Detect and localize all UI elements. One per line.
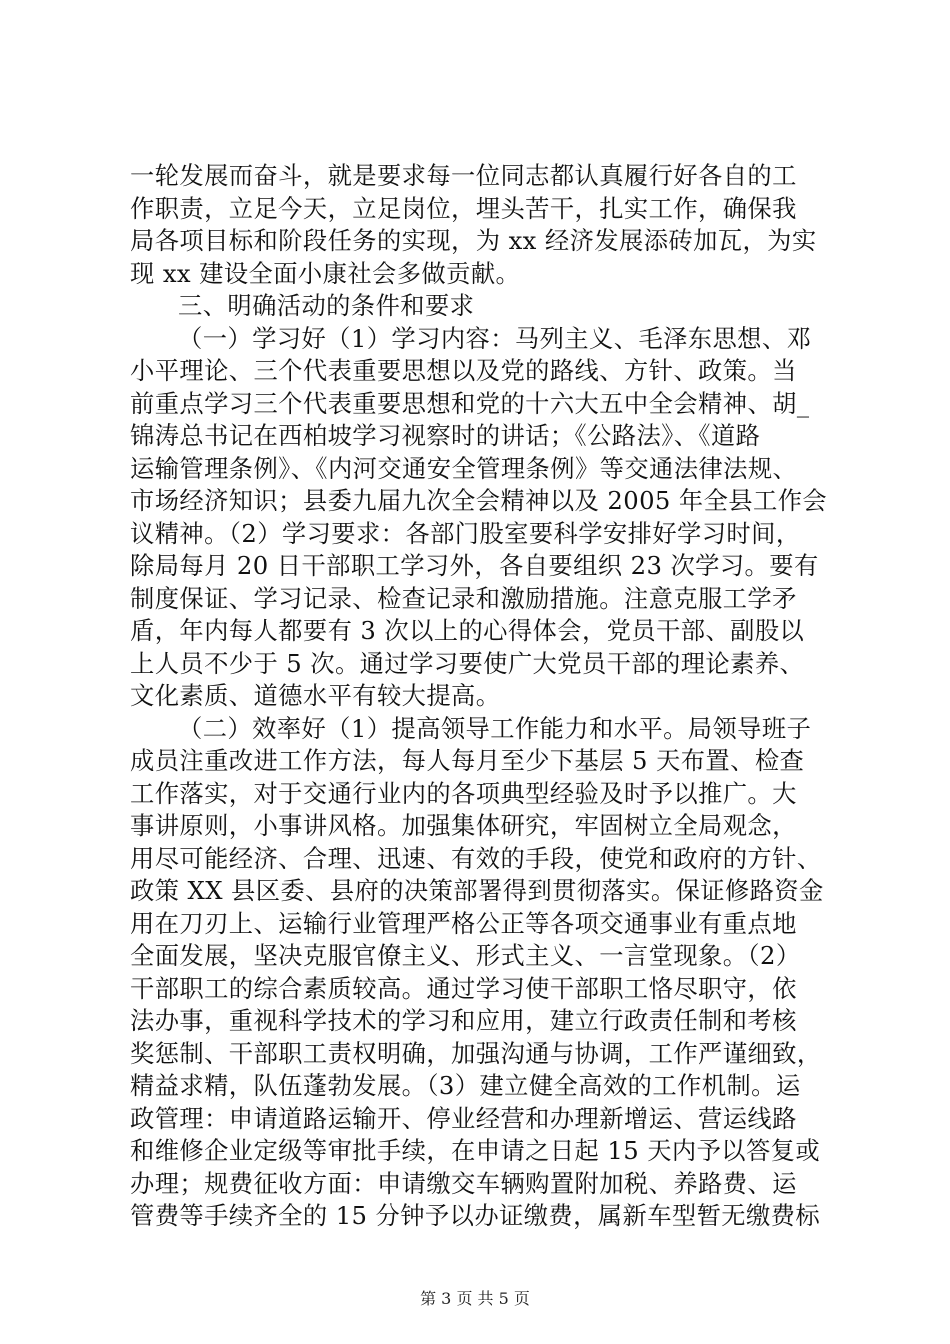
paragraph-start: （一）学习好（1）学习内容：马列主义、毛泽东思想、邓	[178, 323, 812, 353]
text-line: 局各项目标和阶段任务的实现，为 xx 经济发展添砖加瓦，为实	[130, 226, 817, 255]
text-line: 事讲原则，小事讲风格。加强集体研究，牢固树立全局观念，	[130, 811, 797, 840]
text-line: 文化素质、道德水平有较大提高。	[130, 681, 501, 710]
text-line: 制度保证、学习记录、检查记录和激励措施。注意克服工学矛	[130, 583, 797, 613]
text-line: 市场经济知识；县委九届九次全会精神以及 2005 年全县工作会	[130, 486, 828, 515]
text-line: 办理；规费征收方面：申请缴交车辆购置附加税、养路费、运	[130, 1168, 797, 1198]
text-line: 运输管理条例》、《内河交通安全管理条例》等交通法律法规、	[130, 453, 798, 483]
text-line: 干部职工的综合素质较高。通过学习使干部职工恪尽职守，依	[130, 973, 797, 1003]
section-heading: 三、明确活动的条件和要求	[178, 291, 475, 320]
page-number-footer: 第 3 页 共 5 页	[420, 1289, 530, 1308]
text-line: 成员注重改进工作方法，每人每月至少下基层 5 天布置、检查	[130, 746, 805, 775]
text-line: 上人员不少于 5 次。通过学习要使广大党员干部的理论素养、	[130, 648, 805, 678]
text-line: 前重点学习三个代表重要思想和党的十六大五中全会精神、胡_	[130, 388, 810, 418]
text-line: 政策 XX 县区委、县府的决策部署得到贯彻落实。保证修路资金	[130, 876, 824, 905]
text-line: 锦涛总书记在西柏坡学习视察时的讲话；《公路法》、《道路	[130, 421, 761, 450]
text-line: 盾，年内每人都要有 3 次以上的心得体会，党员干部、副股以	[130, 616, 805, 645]
text-line: 精益求精，队伍蓬勃发展。（3）建立健全高效的工作机制。运	[130, 1071, 801, 1100]
text-line: 议精神。（2）学习要求：各部门股室要科学安排好学习时间，	[130, 518, 801, 548]
text-line: 小平理论、三个代表重要思想以及党的路线、方针、政策。当	[130, 356, 797, 385]
text-line: 作职责，立足今天，立足岗位，埋头苦干，扎实工作，确保我	[130, 193, 797, 223]
text-line: 一轮发展而奋斗，就是要求每一位同志都认真履行好各自的工	[130, 161, 797, 190]
text-line: 工作落实，对于交通行业内的各项典型经验及时予以推广。大	[130, 778, 797, 808]
paragraph-start: （二）效率好（1）提高领导工作能力和水平。局领导班子	[178, 713, 812, 743]
text-line: 现 xx 建设全面小康社会多做贡献。	[130, 258, 521, 288]
document-body	[130, 160, 830, 1233]
text-line: 和维修企业定级等审批手续，在申请之日起 15 天内予以答复或	[130, 1136, 821, 1165]
text-line: 奖惩制、干部职工责权明确，加强沟通与协调，工作严谨细致，	[130, 1038, 822, 1068]
text-line: 政管理：申请道路运输开、停业经营和办理新增运、营运线路	[130, 1103, 797, 1133]
text-line: 用在刀刃上、运输行业管理严格公正等各项交通事业有重点地	[130, 908, 797, 938]
text-line: 用尽可能经济、合理、迅速、有效的手段，使党和政府的方针、	[130, 843, 822, 873]
text-line: 全面发展，坚决克服官僚主义、形式主义、一言堂现象。（2）	[130, 941, 801, 970]
text-line: 除局每月 20 日干部职工学习外，各自要组织 23 次学习。要有	[130, 551, 819, 580]
text-line: 管费等手续齐全的 15 分钟予以办证缴费，属新车型暂无缴费标	[130, 1201, 821, 1230]
text-line: 法办事，重视科学技术的学习和应用，建立行政责任制和考核	[130, 1006, 797, 1035]
